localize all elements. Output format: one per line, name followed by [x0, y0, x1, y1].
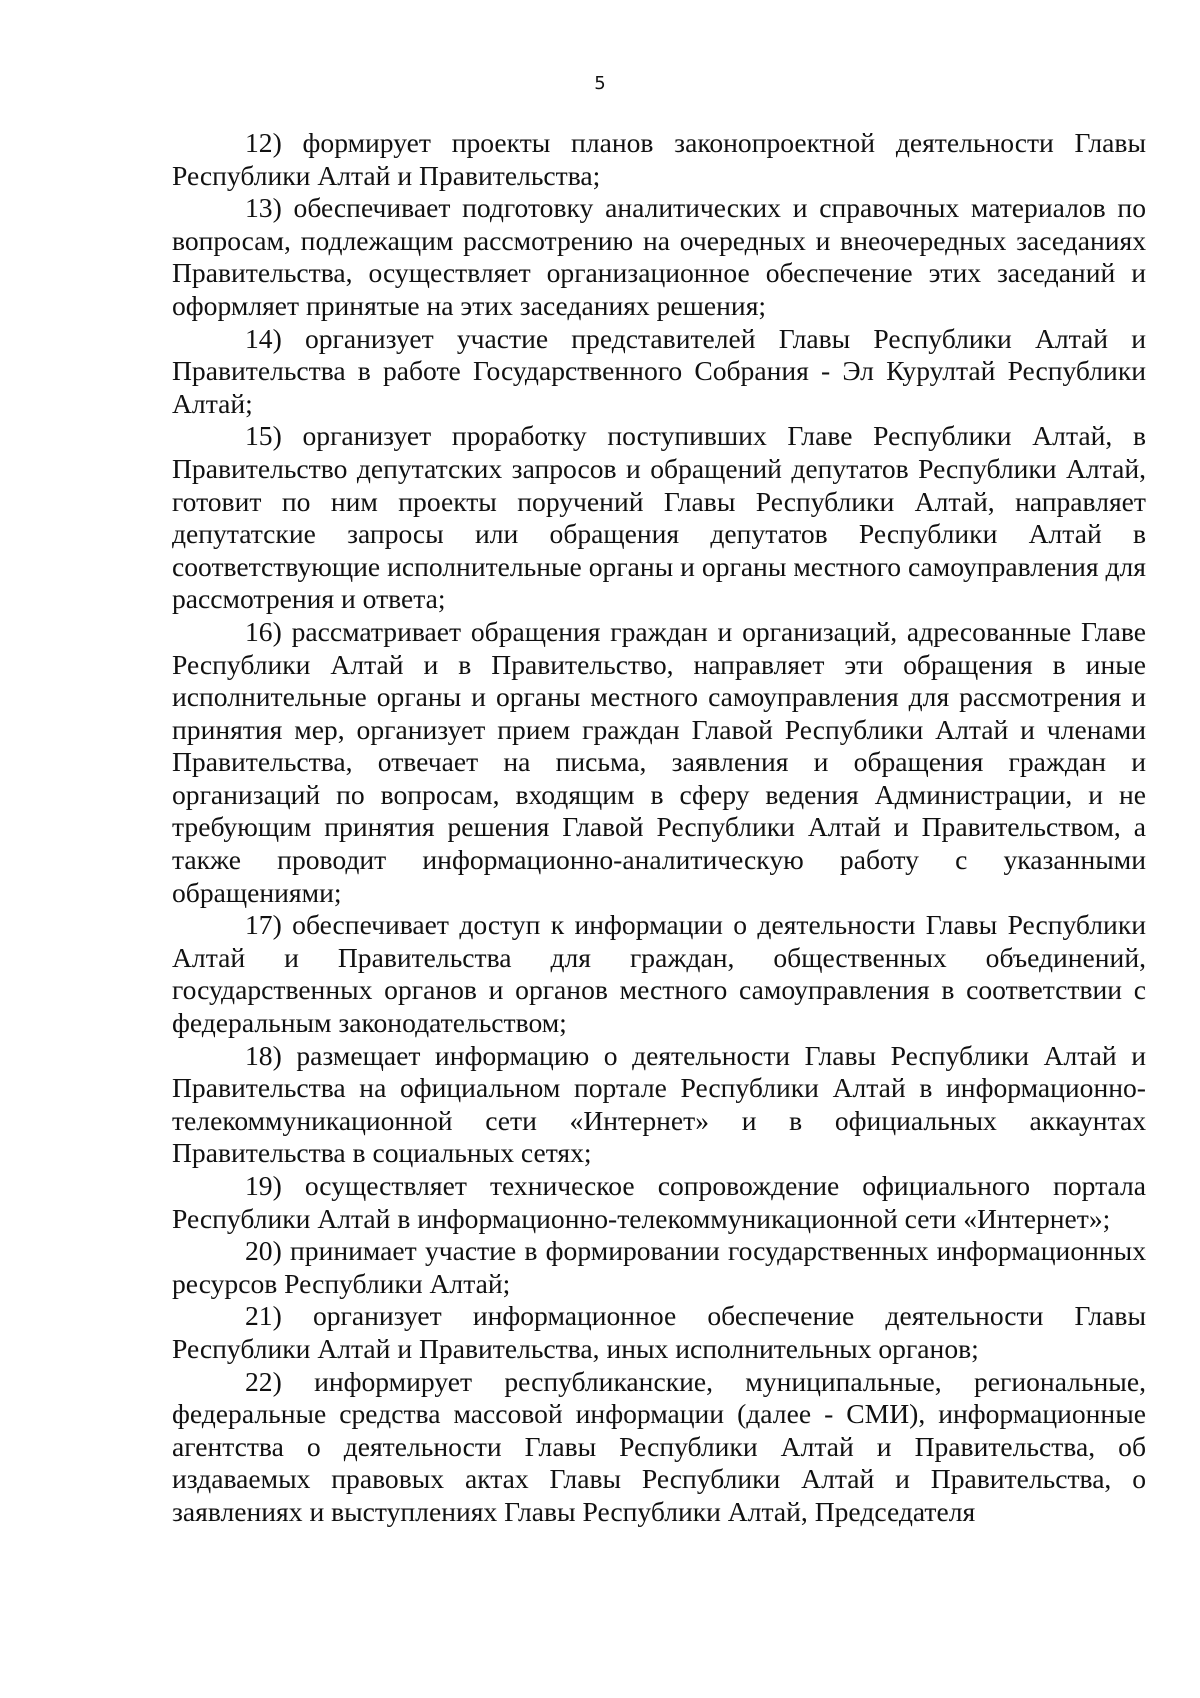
list-item-13: 13) обеспечивает подготовку аналитических и справочных материалов по вопросам, подлежащим рассмотрению на очередных и внеочередных заседаниях Правительства, осуществляет организационное обеспечение этих заседаний и оформляет принятые на этих заседаниях решения;	[172, 192, 1146, 321]
page-number: 5	[594, 73, 606, 94]
list-item-22: 22) информирует республиканские, муниципальные, региональные, федеральные средства массовой информации (далее - СМИ), информационные агентства о деятельности Главы Республики Алтай и Правительства, об издаваемых правовых актах Главы Республики Алтай и Правительства, о заявлениях и выступлениях Главы Республики Алтай, Председателя	[172, 1365, 1146, 1527]
document-body	[172, 127, 1146, 1529]
list-item-21: 21) организует информационное обеспечение деятельности Главы Республики Алтай и Правительства, иных исполнительных органов;	[172, 1300, 1146, 1364]
list-item-20: 20) принимает участие в формировании государственных информационных ресурсов Республики Алтай;	[172, 1235, 1146, 1299]
list-item-14: 14) организует участие представителей Главы Республики Алтай и Правительства в работе Государственного Собрания - Эл Курултай Республики Алтай;	[172, 322, 1146, 419]
list-item-15: 15) организует проработку поступивших Главе Республики Алтай, в Правительство депутатских запросов и обращений депутатов Республики Алтай, готовит по ним проекты поручений Главы Республики Алтай, направляет депутатские запросы или обращения депутатов Республики Алтай в соответствующие исполнительные органы и органы местного самоуправления для рассмотрения и ответа;	[172, 420, 1146, 615]
list-item-17: 17) обеспечивает доступ к информации о деятельности Главы Республики Алтай и Правительства для граждан, общественных объединений, государственных органов и органов местного самоуправления в соответствии с федеральным законодательством;	[172, 909, 1146, 1039]
list-item-16: 16) рассматривает обращения граждан и организаций, адресованные Главе Республики Алтай и в Правительство, направляет эти обращения в иные исполнительные органы и органы местного самоуправления для рассмотрения и принятия мер, организует прием граждан Главой Республики Алтай и членами Правительства, отвечает на письма, заявления и обращения граждан и организаций по вопросам, входящим в сферу ведения Администрации, и не требующим принятия решения Главой Республики Алтай и Правительством, а также проводит информационно-аналитическую работу с указанными обращениями;	[172, 615, 1146, 908]
list-item-12: 12) формирует проекты планов законопроектной деятельности Главы Республики Алтай и Правительства;	[172, 127, 1146, 191]
list-item-18: 18) размещает информацию о деятельности Главы Республики Алтай и Правительства на официальном портале Республики Алтай в информационно-телекоммуникационной сети «Интернет» и в официальных аккаунтах Правительства в социальных сетях;	[172, 1039, 1146, 1169]
list-item-19: 19) осуществляет техническое сопровождение официального портала Республики Алтай в информационно-телекоммуникационной сети «Интернет»;	[172, 1170, 1146, 1234]
